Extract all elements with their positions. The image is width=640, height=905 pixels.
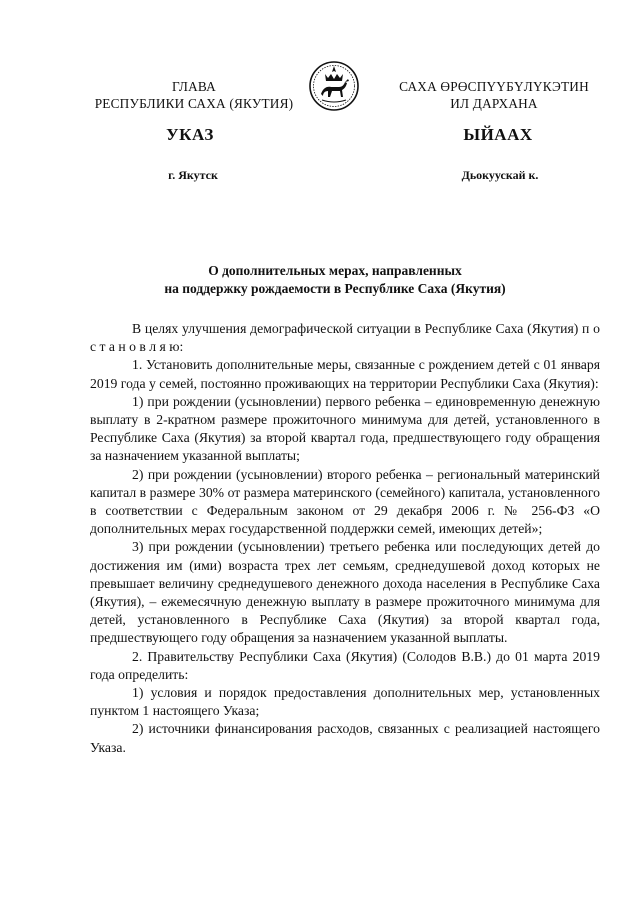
header-right-line2: ИЛ ДАРХАНА [450,96,538,111]
header-left-line2: РЕСПУБЛИКИ САХА (ЯКУТИЯ) [94,96,294,111]
paragraph: 1) условия и порядок предоставления дополнительных мер, установленных пунктом 1 настоящего Указа; [90,685,600,719]
document-title [90,262,580,298]
header-left [88,78,300,112]
city-ru: г. Якутск [168,168,218,182]
coat-of-arms-icon [308,60,360,112]
header-left-line1: ГЛАВА [172,79,216,94]
city-sah: Дьокуускай к. [461,168,539,182]
paragraph: 2) источники финансирования расходов, связанных с реализацией настоящего Указа. [90,721,600,755]
paragraph: В целях улучшения демографической ситуации в Республике Саха (Якутия) п о с т а н о в л я ю: [90,321,600,355]
paragraph: 1) при рождении (усыновлении) первого ребенка – единовременную денежную выплату в 2-кратном размере прожиточного минимума для детей, установленного в Республике Саха (Якутия) за второй квартал года, предшествующего году обращения за назначением указанной выплаты; [90,393,600,464]
document-title-line1: О дополнительных мерах, направленных [208,263,462,278]
paragraph: 2. Правительству Республики Саха (Якутия) (Солодов В.В.) до 01 марта 2019 года определить: [90,648,600,682]
paragraph: 1. Установить дополнительные меры, связанные с рождением детей с 01 января 2019 года у семей, постоянно проживающих на территории Республики Саха (Якутия): [90,357,600,391]
document-body [90,320,600,757]
header-right [388,78,600,112]
paragraph: 3) при рождении (усыновлении) третьего ребенка или последующих детей до достижения им (ими) возраста трех лет семьям, среднедушевой доход которых не превышает величину среднедушевого денежного дохода населения в Республике Саха (Якутия), – ежемесячную денежную выплату в размере прожиточного минимума для детей, установленного в Республике Саха (Якутия) за второй квартал года, предшествующего году обращения за назначением указанной выплаты. [90,539,600,646]
decree-title-sah: ЫЙААХ [463,125,533,144]
decree-title-ru: УКАЗ [166,125,214,144]
paragraph: 2) при рождении (усыновлении) второго ребенка – региональный материнский капитал в размере 30% от размера материнского (семейного) капитала, установленного в соответствии с Федеральным законом от 29 декабря 2006 г. № 256-ФЗ «О дополнительных мерах государственной поддержки семей, имеющих детей»; [90,466,600,537]
document-title-line2: на поддержку рождаемости в Республике Саха (Якутия) [164,281,506,296]
header-right-line1: САХА ӨРӨСПҮҮБҮЛҮКЭТИН [399,79,589,94]
